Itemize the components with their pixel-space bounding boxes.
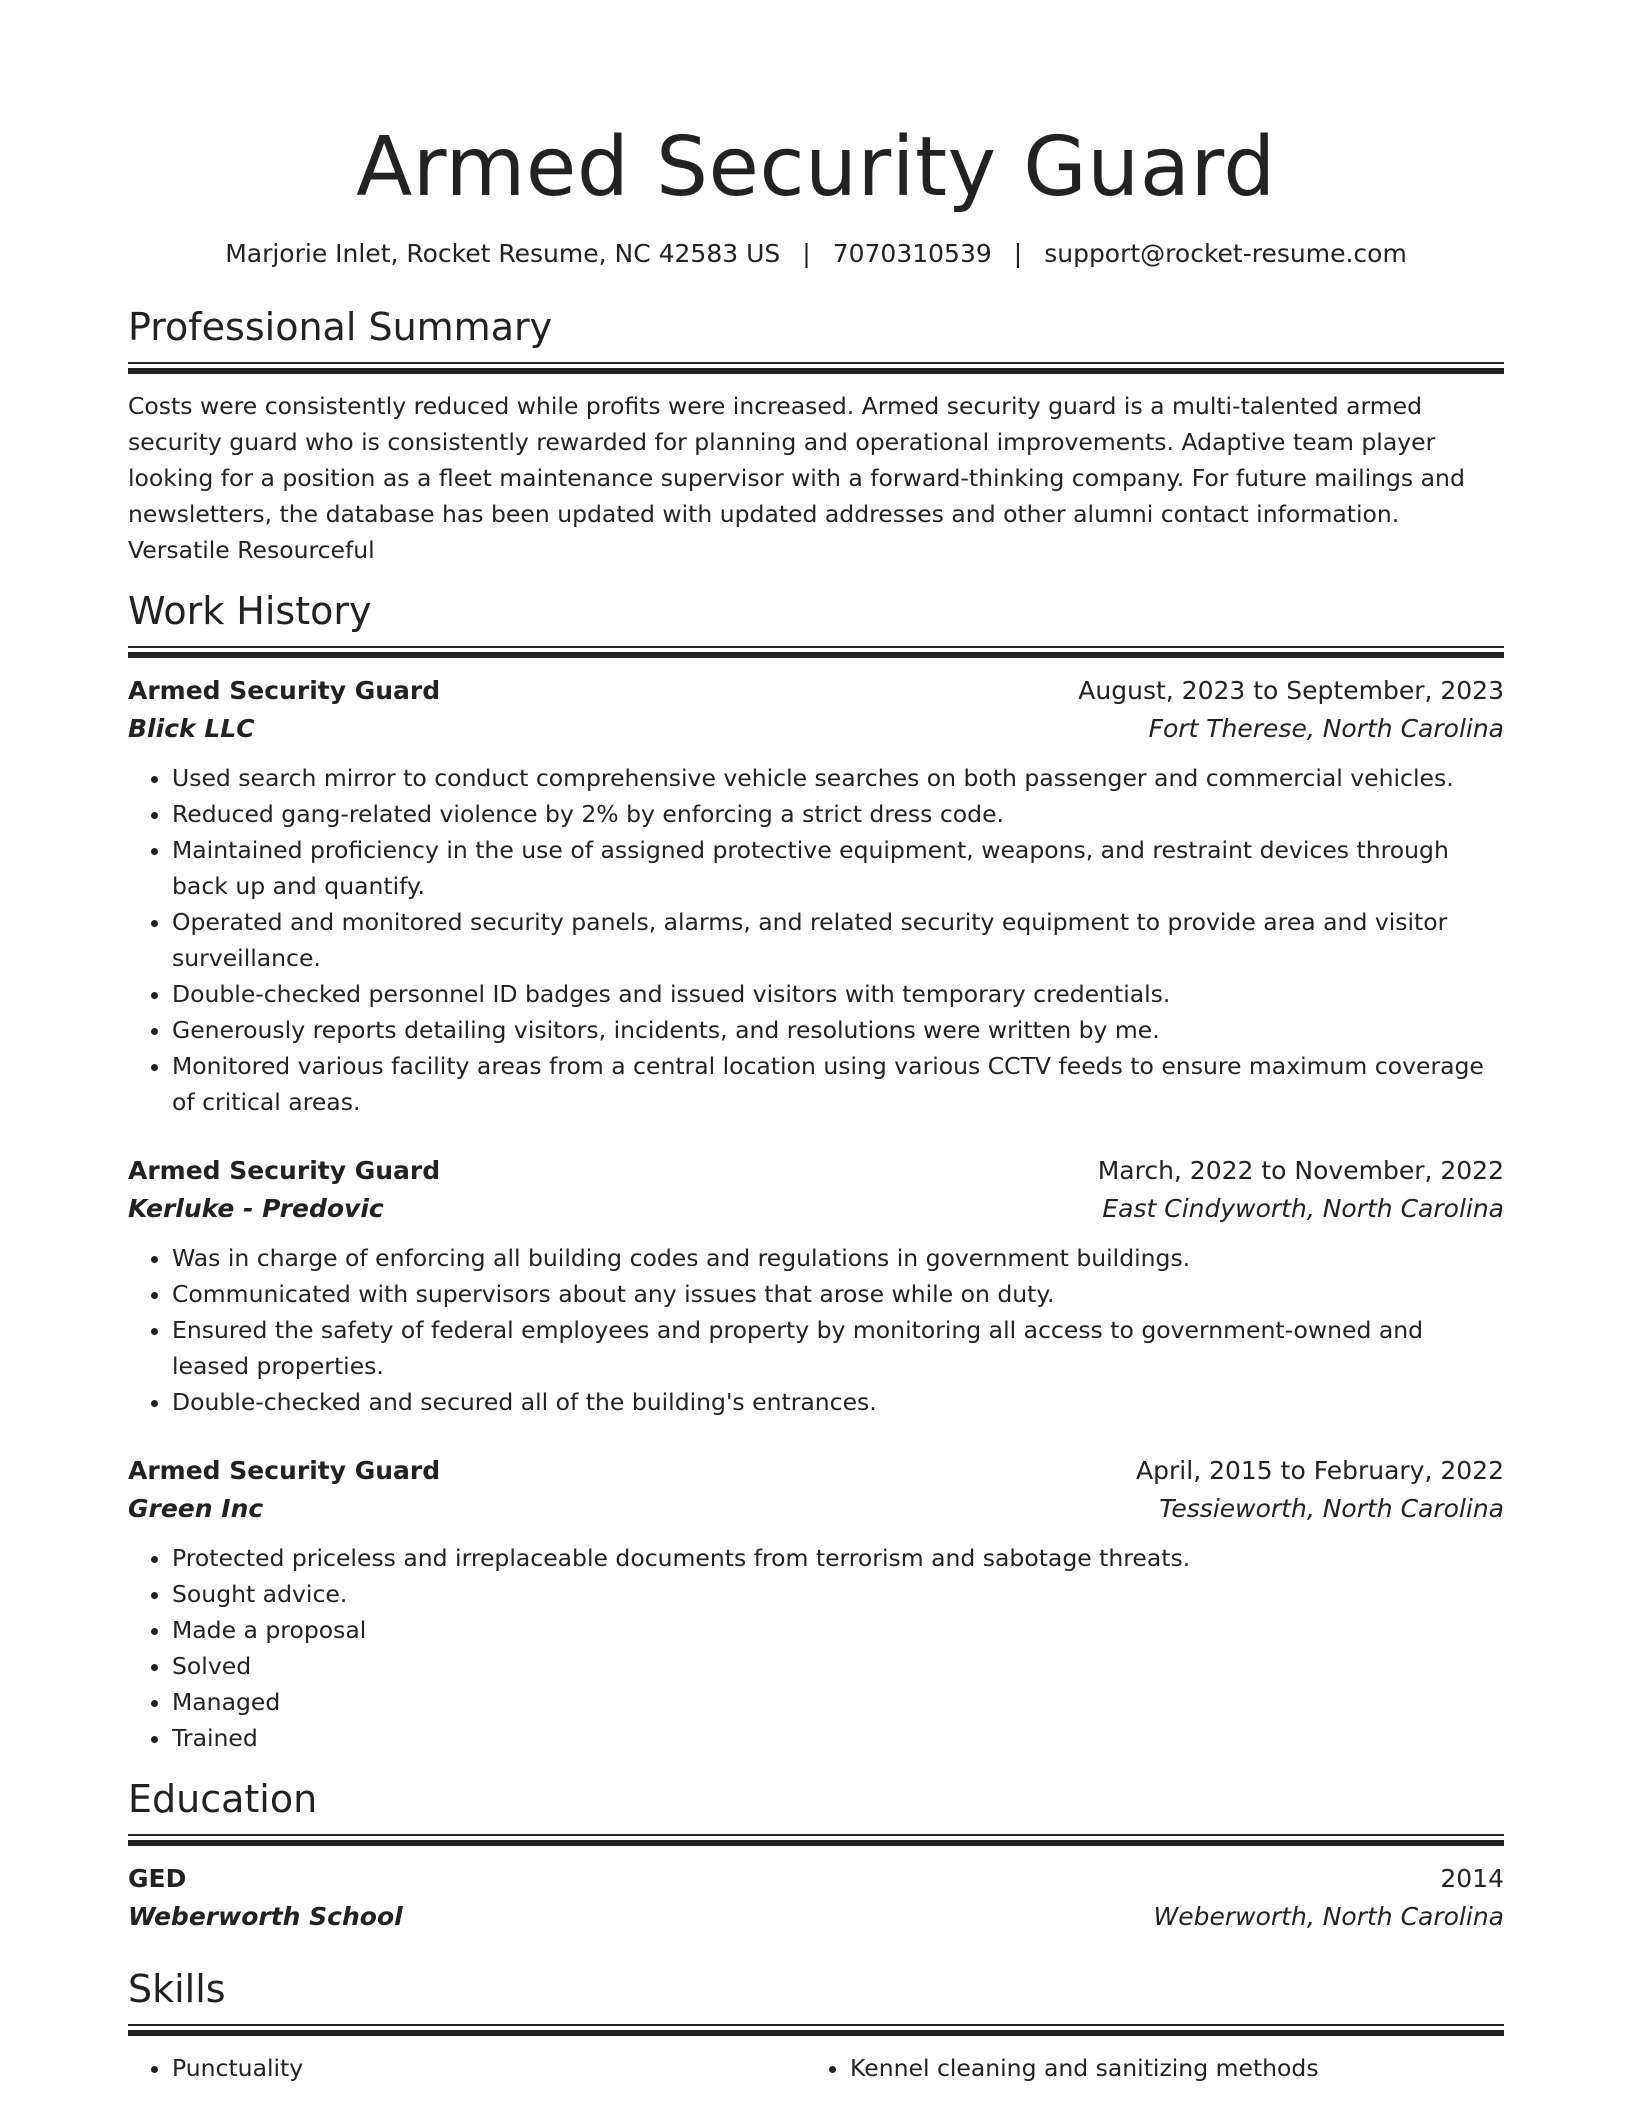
list-item: • Reduced gang-related violence by 2% by enforcing a strict dress code. — [172, 796, 1504, 832]
job-employer: Kerluke - Predovic — [128, 1194, 384, 1223]
education-year: 2014 — [1440, 1864, 1504, 1893]
contact-phone: 7070310539 — [832, 239, 992, 268]
list-item: • Double-checked and secured all of the building's entrances. — [172, 1384, 1504, 1420]
list-item: • Solved — [172, 1648, 1504, 1684]
skills-list — [128, 2050, 1504, 2086]
list-item: • Communicated with supervisors about any issues that arose while on duty. — [172, 1276, 1504, 1312]
job-entry — [128, 672, 1504, 1120]
list-item: • Managed — [172, 1684, 1504, 1720]
list-item: • Operated and monitored security panels, alarms, and related security equipment to provide area and visitor surveillance. — [172, 904, 1504, 976]
section-title-education: Education — [128, 1777, 318, 1821]
list-item: • Made a proposal — [172, 1612, 1504, 1648]
summary-text: Costs were consistently reduced while profits were increased. Armed security guard is a multi-talented armed security guard who is consistently rewarded for planning and operational improvements. Adaptive team player looking for a position as a fleet maintenance supervisor with a forward-thinking company. For future mailings and newsletters, the database has been updated with updated addresses and other alumni contact information. Versatile Resourceful — [128, 392, 1465, 564]
job-dates: April, 2015 to February, 2022 — [1136, 1456, 1504, 1485]
list-item: • Trained — [172, 1720, 1504, 1756]
education-section — [128, 1774, 1504, 1936]
skills-section — [128, 1964, 1504, 2086]
job-entry — [128, 1452, 1504, 1756]
job-title: Armed Security Guard — [128, 676, 441, 705]
job-employer: Blick LLC — [128, 714, 255, 743]
contact-address: Marjorie Inlet, Rocket Resume, NC 42583 US — [225, 239, 781, 268]
skills-column-right — [806, 2050, 1484, 2086]
job-location: Fort Therese, North Carolina — [1148, 714, 1504, 743]
job-location: Tessieworth, North Carolina — [1159, 1494, 1504, 1523]
summary-section — [128, 302, 1504, 568]
work-history-section — [128, 586, 1504, 1756]
education-location: Weberworth, North Carolina — [1153, 1902, 1504, 1931]
list-item: • Maintained proficiency in the use of assigned protective equipment, weapons, and restraint devices through back up and quantify. — [172, 832, 1504, 904]
section-divider — [128, 362, 1504, 376]
section-title-skills: Skills — [128, 1967, 226, 2011]
list-item: • Sought advice. — [172, 1576, 1504, 1612]
education-school: Weberworth School — [128, 1902, 403, 1931]
job-dates: August, 2023 to September, 2023 — [1078, 676, 1504, 705]
job-bullets — [128, 1240, 1504, 1420]
list-item: • Generously reports detailing visitors, incidents, and resolutions were written by me. — [172, 1012, 1504, 1048]
job-employer: Green Inc — [128, 1494, 264, 1523]
job-bullets — [128, 1540, 1504, 1756]
section-divider — [128, 2024, 1504, 2038]
job-entry — [128, 1152, 1504, 1420]
job-location: East Cindyworth, North Carolina — [1102, 1194, 1504, 1223]
resume-name: Armed Security Guard — [356, 120, 1276, 215]
section-title-work-history: Work History — [128, 589, 372, 633]
skill-item: • Punctuality — [172, 2050, 806, 2086]
section-divider — [128, 1834, 1504, 1848]
contact-separator: | — [1013, 239, 1023, 268]
job-title: Armed Security Guard — [128, 1456, 441, 1485]
skills-column-left — [128, 2050, 806, 2086]
skill-item: • Kennel cleaning and sanitizing methods — [850, 2050, 1484, 2086]
list-item: • Monitored various facility areas from a central location using various CCTV feeds to ensure maximum coverage of critical areas. — [172, 1048, 1504, 1120]
list-item: • Used search mirror to conduct comprehensive vehicle searches on both passenger and commercial vehicles. — [172, 760, 1504, 796]
job-title: Armed Security Guard — [128, 1156, 441, 1185]
resume-page — [128, 0, 1504, 2086]
section-divider — [128, 646, 1504, 660]
job-dates: March, 2022 to November, 2022 — [1097, 1156, 1504, 1185]
education-degree: GED — [128, 1864, 187, 1893]
list-item: • Ensured the safety of federal employees and property by monitoring all access to government-owned and leased properties. — [172, 1312, 1504, 1384]
contact-email: support@rocket-resume.com — [1044, 239, 1407, 268]
list-item: • Protected priceless and irreplaceable documents from terrorism and sabotage threats. — [172, 1540, 1504, 1576]
list-item: • Double-checked personnel ID badges and issued visitors with temporary credentials. — [172, 976, 1504, 1012]
contact-separator: | — [802, 239, 811, 268]
list-item: • Was in charge of enforcing all building codes and regulations in government buildings. — [172, 1240, 1504, 1276]
contact-line — [128, 236, 1504, 272]
job-bullets — [128, 760, 1504, 1120]
section-title-summary: Professional Summary — [128, 305, 553, 349]
